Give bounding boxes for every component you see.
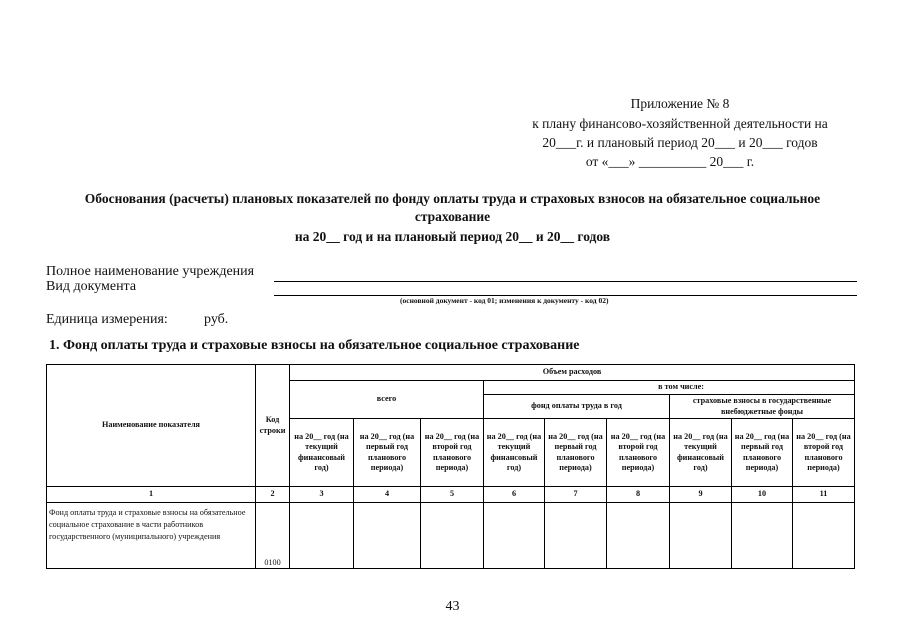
header-insurance-second: на 20__ год (на второй год планового периода) bbox=[793, 419, 855, 487]
row-0100-cell-11[interactable] bbox=[793, 503, 855, 569]
col-number-2: 2 bbox=[256, 487, 290, 503]
payroll-table bbox=[46, 364, 855, 569]
col-number-8: 8 bbox=[607, 487, 670, 503]
col-number-4: 4 bbox=[354, 487, 421, 503]
section-1-heading: 1. Фонд оплаты труда и страховые взносы на обязательное социальное страхование bbox=[49, 338, 580, 353]
header-total-second: на 20__ год (на второй год планового периода) bbox=[421, 419, 484, 487]
header-total-first: на 20__ год (на первый год планового периода) bbox=[354, 419, 421, 487]
col-number-5: 5 bbox=[421, 487, 484, 503]
header-expenses: Объем расходов bbox=[290, 365, 855, 381]
doc-type-hint: (основной документ - код 01; изменения к документу - код 02) bbox=[400, 296, 609, 305]
page-number: 43 bbox=[445, 599, 460, 614]
col-number-3: 3 bbox=[290, 487, 354, 503]
header-wage-fund: фонд оплаты труда в год bbox=[484, 395, 670, 419]
header-wage-first: на 20__ год (на первый год планового периода) bbox=[545, 419, 607, 487]
header-indicator-name: Наименование показателя bbox=[47, 365, 256, 487]
header-total: всего bbox=[290, 381, 484, 419]
header-including: в том числе: bbox=[484, 381, 855, 395]
row-0100-cell-9[interactable] bbox=[670, 503, 732, 569]
col-number-10: 10 bbox=[732, 487, 793, 503]
col-number-6: 6 bbox=[484, 487, 545, 503]
appendix-line4: от «___» __________ 20___ г. bbox=[585, 154, 755, 169]
row-0100-cell-10[interactable] bbox=[732, 503, 793, 569]
row-0100-code: 0100 bbox=[256, 503, 290, 569]
unit-value: руб. bbox=[204, 312, 229, 327]
institution-field-line bbox=[274, 281, 857, 282]
row-0100-cell-5[interactable] bbox=[421, 503, 484, 569]
row-0100-cell-3[interactable] bbox=[290, 503, 354, 569]
header-wage-second: на 20__ год (на второй год планового периода) bbox=[607, 419, 670, 487]
col-number-9: 9 bbox=[670, 487, 732, 503]
document-title-line3: на 20__ год и на плановый период 20__ и 20__ годов bbox=[294, 229, 611, 244]
appendix-line2: к плану финансово-хозяйственной деятельности на bbox=[532, 116, 828, 131]
header-insurance-current: на 20__ год (на текущий финансовый год) bbox=[670, 419, 732, 487]
header-insurance-first: на 20__ год (на первый год планового периода) bbox=[732, 419, 793, 487]
row-0100-cell-7[interactable] bbox=[545, 503, 607, 569]
col-number-7: 7 bbox=[545, 487, 607, 503]
institution-label: Полное наименование учреждения bbox=[46, 264, 255, 279]
document-title-line2: страхование bbox=[414, 209, 491, 224]
doc-type-label: Вид документа bbox=[46, 279, 137, 294]
header-row-code: Код строки bbox=[256, 365, 290, 487]
row-0100-cell-6[interactable] bbox=[484, 503, 545, 569]
appendix-line1: Приложение № 8 bbox=[630, 96, 730, 111]
document-title-line1: Обоснования (расчеты) плановых показателей по фонду оплаты труда и страховых взносов на обязательное социальное bbox=[84, 191, 821, 206]
header-wage-current: на 20__ год (на текущий финансовый год) bbox=[484, 419, 545, 487]
header-total-current: на 20__ год (на текущий финансовый год) bbox=[290, 419, 354, 487]
unit-label: Единица измерения: bbox=[46, 312, 168, 327]
col-number-1: 1 bbox=[47, 487, 256, 503]
header-insurance-contributions: страховые взносы в государственные внебюджетные фонды bbox=[670, 395, 855, 419]
row-0100-cell-4[interactable] bbox=[354, 503, 421, 569]
col-number-11: 11 bbox=[793, 487, 855, 503]
appendix-line3: 20___г. и плановый период 20___ и 20___ годов bbox=[542, 135, 818, 150]
row-0100-cell-8[interactable] bbox=[607, 503, 670, 569]
row-0100-name: Фонд оплаты труда и страховые взносы на обязательное социальное страхование в части работников государственного (муниципального) учреждения bbox=[47, 503, 256, 569]
